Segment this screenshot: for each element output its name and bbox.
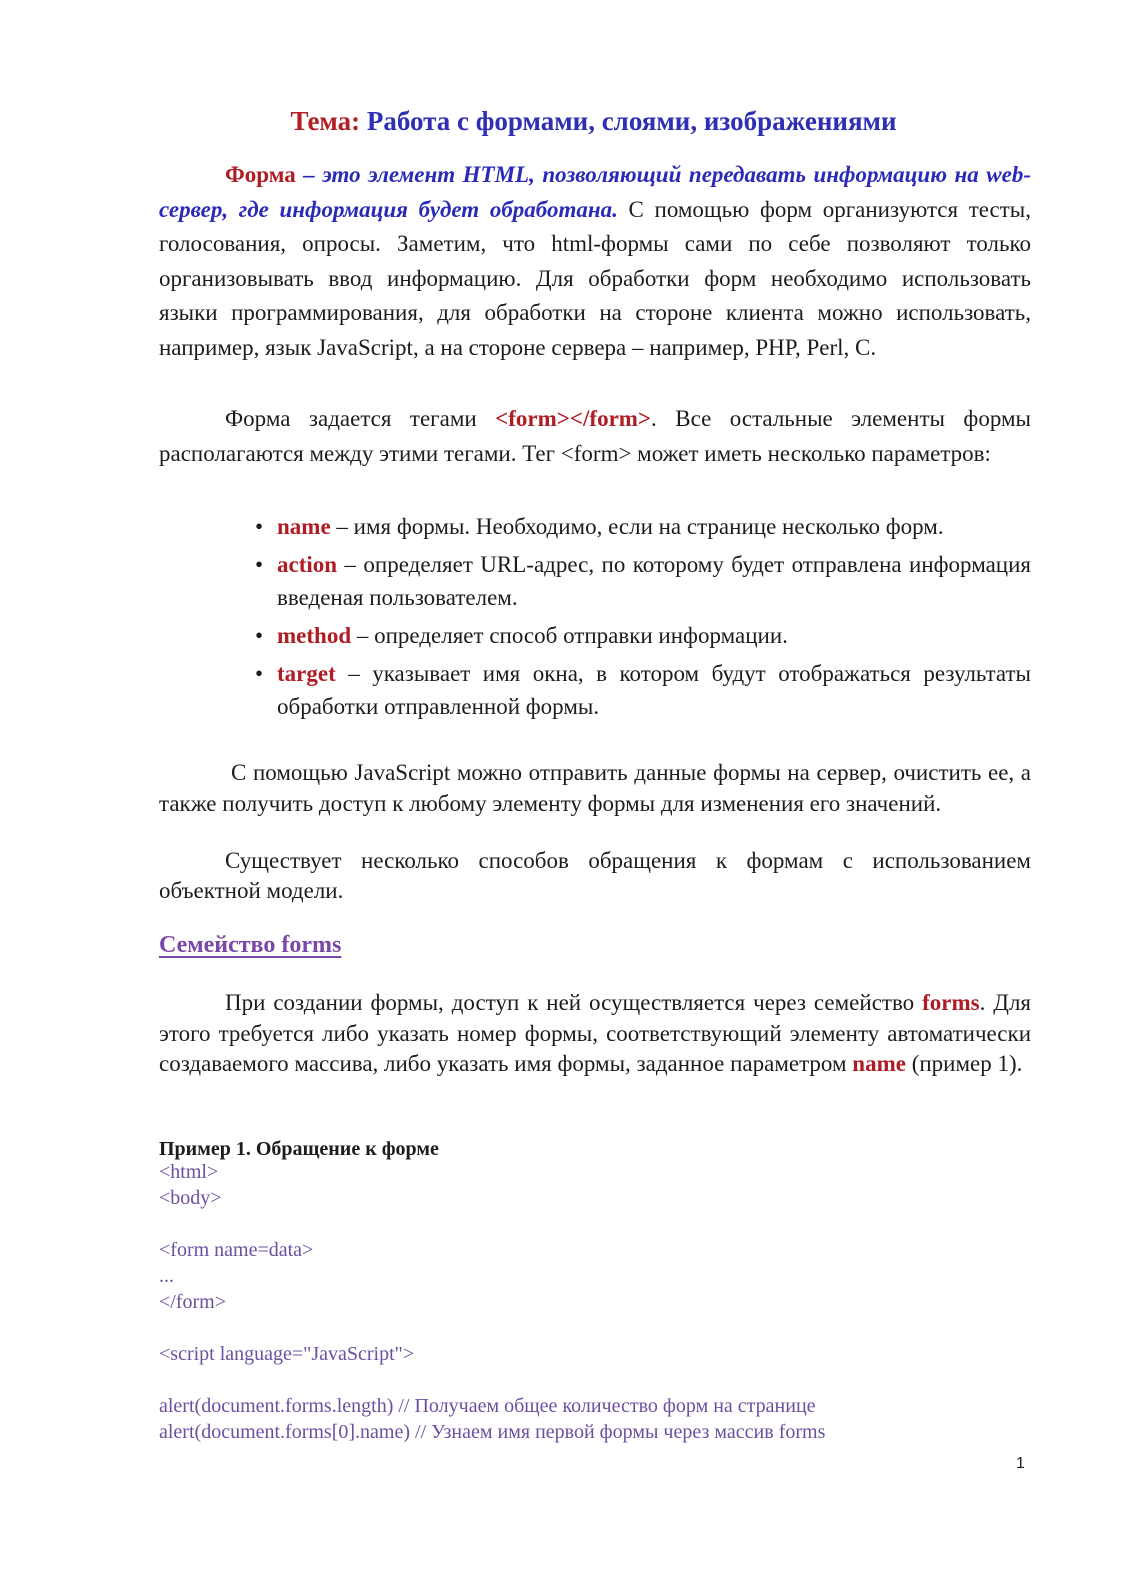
example-title: Пример 1. Обращение к форме <box>159 1138 439 1160</box>
title-lead: Тема: <box>290 106 361 136</box>
form-tag-code: <form></form> <box>495 406 652 431</box>
list-item <box>255 548 1031 614</box>
code-line: </form> <box>159 1291 226 1313</box>
paragraph-text: При создании формы, доступ к ней осуществляется через семейство <box>225 990 923 1015</box>
form-parameter-list <box>255 510 1031 723</box>
list-item <box>255 510 1031 543</box>
code-line <box>159 1315 825 1341</box>
keyword-name: name <box>852 1051 906 1076</box>
code-line: ... <box>159 1265 174 1287</box>
param-name: method <box>277 623 352 648</box>
paragraph-text: Форма задается тегами <box>225 406 496 431</box>
form-definition: – это элемент HTML, позволяющий передавать информацию на web-сервер, где информация будет обработана. <box>159 162 1031 222</box>
title-rest: Работа с формами, слоями, изображениями <box>366 106 897 136</box>
code-line: <form name=data> <box>159 1239 314 1261</box>
paragraph-text: (пример 1). <box>905 1051 1023 1076</box>
paragraph-access-methods: Существует несколько способов обращения к формам с использованием объектной модели. <box>159 848 1031 903</box>
bullet-icon: • <box>255 552 264 577</box>
list-item <box>255 657 1031 723</box>
code-line: <body> <box>159 1187 222 1209</box>
code-example <box>159 1159 825 1445</box>
param-description: – указывает имя окна, в котором будут отображаться результаты обработки отправленной формы. <box>277 661 1031 719</box>
param-description: – имя формы. Необходимо, если на странице несколько форм. <box>330 514 944 539</box>
page-title <box>0 104 1125 138</box>
code-line: <html> <box>159 1161 219 1183</box>
paragraph-javascript: С помощью JavaScript можно отправить данные формы на сервер, очистить ее, а также получить доступ к любому элементу формы для изменения его значений. <box>159 760 1031 816</box>
bullet-icon: • <box>255 661 264 686</box>
page-number: 1 <box>1016 1455 1025 1472</box>
list-item <box>255 619 1031 652</box>
paragraph-form-definition <box>159 158 1031 365</box>
param-description: – определяет URL-адрес, по которому будет отправлена информация введеная пользователем. <box>277 552 1031 610</box>
paragraph-text: . Все остальные элементы формы располагаются между этими тегами. Тег <form> может иметь несколько параметров: <box>159 406 1031 466</box>
section-heading: Семейство forms <box>159 932 342 958</box>
term-form: Форма <box>225 162 296 187</box>
paragraph-text: С помощью форм организуются тесты, голосования, опросы. Заметим, что html-формы сами по себе позволяют только организовывать ввод информацию. Для обработки форм необходимо использовать языки программирования, для обработки на стороне клиента можно использовать, например, язык JavaScript, а на стороне сервера – например, PHP, Perl, C. <box>159 196 1031 360</box>
param-name: target <box>277 661 336 686</box>
paragraph-form-tags <box>159 402 1031 471</box>
param-description: – определяет способ отправки информации. <box>351 623 788 648</box>
code-line <box>159 1367 825 1393</box>
param-name: name <box>277 514 331 539</box>
paragraph-forms-collection <box>159 988 1031 1080</box>
code-line: alert(document.forms[0].name) // Узнаем имя первой формы через массив forms <box>159 1421 826 1443</box>
paragraph-text: . Для этого требуется либо указать номер формы, соответствующий элементу автоматически создаваемого массива, либо указать имя формы, заданное параметром <box>159 990 1032 1076</box>
code-line <box>159 1211 825 1237</box>
keyword-forms: forms <box>922 990 980 1015</box>
param-name: action <box>277 552 338 577</box>
code-line: alert(document.forms.length) // Получаем общее количество форм на странице <box>159 1395 816 1417</box>
bullet-icon: • <box>255 514 264 539</box>
bullet-icon: • <box>255 623 264 648</box>
code-line: <script language="JavaScript"> <box>159 1343 415 1365</box>
